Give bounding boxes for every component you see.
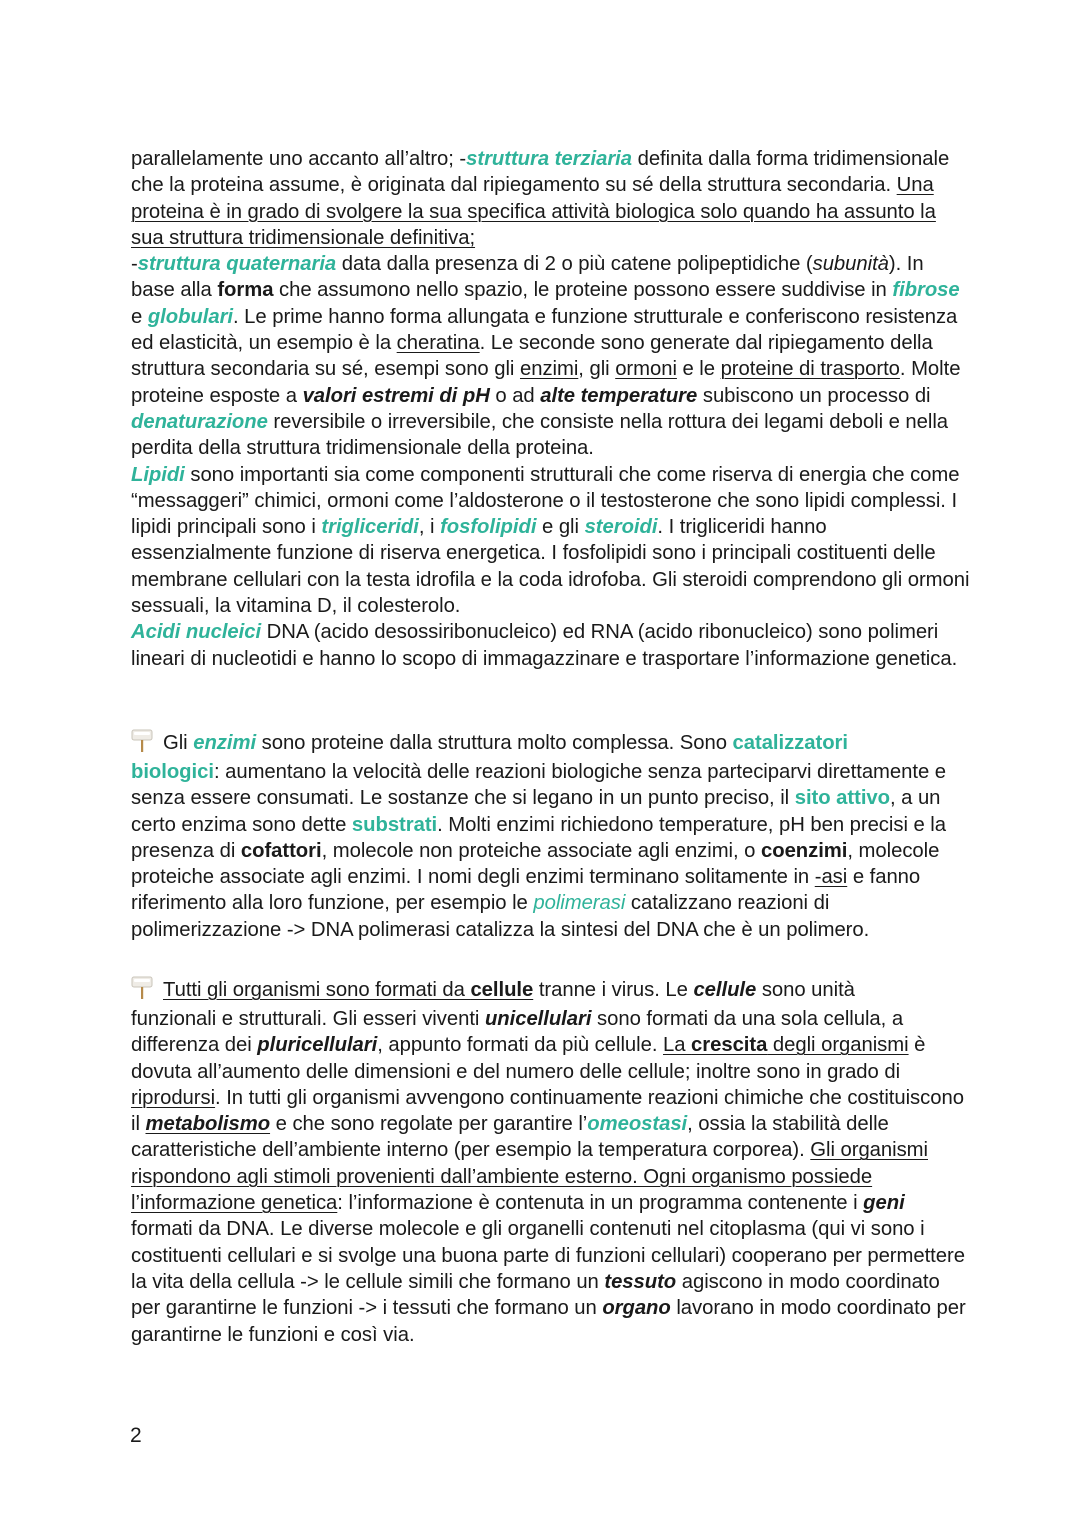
term-catalizzatori: catalizzatori (732, 732, 848, 754)
text-run: definita dalla forma tridimensionale che la proteina assume, è originata dal ripiegamento su sé della struttura secondaria. (131, 148, 950, 197)
text-run: reversibile o irreversibile, che consiste nella rottura dei legami deboli e nella perdita della struttura tridimensionale della proteina. (131, 410, 949, 460)
term-polimerasi: polimerasi (533, 892, 626, 915)
text-run: che assumono nello spazio, le proteine possono essere suddivise in (273, 279, 893, 302)
text-run: è dovuta all’aumento delle dimensioni e del numero delle cellule; inoltre sono in grado di (131, 1034, 926, 1083)
text-run: e le (676, 358, 721, 381)
underlined-statement: Una proteina è in grado di svolgere la sua specifica attività biologica solo quando ha assunto la sua struttura tridimensionale definitiva; (131, 174, 936, 249)
text-run: Gli (163, 732, 194, 754)
term-subunita: subunità (812, 253, 889, 276)
text-block-cellule (131, 974, 971, 1348)
text-run: subiscono un processo di (697, 384, 931, 407)
underlined-statement: Tutti gli organismi sono formati da (163, 979, 471, 1001)
text-run: e fanno riferimento alla loro funzione, per esempio le (131, 866, 921, 915)
underlined-statement: La (663, 1034, 692, 1057)
text-run: . In tutti gli organismi avvengono continuamente reazioni chimiche che costituiscono il (131, 1086, 964, 1136)
term-organo: organo (602, 1297, 671, 1320)
term-valori-estremi-ph: valori estremi di pH (302, 384, 490, 407)
term-riprodursi: riprodursi (131, 1086, 216, 1109)
text-run: . Le prime hanno forma allungata e funzione strutturale e conferiscono resistenza ed elasticità, un esempio è la (131, 305, 958, 355)
term-biologici: biologici (131, 761, 214, 783)
text-run: : l’informazione è contenuta in un programma contenente i (337, 1192, 864, 1215)
text-run: , gli (578, 358, 616, 381)
text-run: sono unità (756, 979, 855, 1001)
term-struttura-quaternaria: struttura quaternaria (137, 253, 337, 276)
text-run: data dalla presenza di 2 o più catene polipeptidiche ( (336, 253, 813, 276)
text-run: . Molte proteine esposte a (131, 358, 961, 407)
term-geni: geni (863, 1192, 905, 1215)
text-run: - (131, 253, 138, 276)
text-run: , appunto formati da più cellule. (377, 1034, 663, 1057)
term-ormoni: ormoni (615, 358, 677, 381)
text-run: e (131, 305, 148, 328)
term-omeostasi: omeostasi (587, 1113, 688, 1136)
term-sito-attivo: sito attivo (794, 787, 890, 810)
paragraph-cellule (131, 974, 971, 1348)
term-enzimi: enzimi (519, 358, 579, 381)
underlined-statement: degli organismi (767, 1034, 909, 1057)
text-run: , molecole proteiche associate agli enzimi. I nomi degli enzimi terminano solitamente in (131, 839, 940, 889)
text-run: o ad (489, 384, 541, 407)
term-denaturazione: denaturazione (131, 410, 268, 433)
text-run: sono formati da una sola cellula, a differenza dei (131, 1008, 904, 1057)
text-run: parallelamente uno accanto all’altro; - (131, 148, 467, 170)
page-number: 2 (130, 1424, 142, 1447)
text-run: , molecole non proteiche associate agli enzimi, o (321, 839, 761, 862)
term-cheratina: cheratina (396, 332, 480, 355)
term-tessuto: tessuto (604, 1270, 677, 1293)
text-run: . I trigliceridi hanno essenzialmente funzione di riserva energetica. I fosfolipidi sono i principali costituenti delle membrane cellulari con la testa idrofila e la coda idrofoba. Gli steroidi comprendono gli ormoni sessuali, la vitamina D, il colesterolo. (131, 516, 970, 618)
text-run: , a un certo enzima sono dette (131, 787, 941, 836)
term-trigliceridi: trigliceridi (321, 516, 419, 539)
term-unicellulari: unicellulari (484, 1008, 592, 1030)
term-steroidi: steroidi (584, 516, 658, 539)
term-globulari: globulari (147, 305, 234, 328)
term-proteine-di-trasporto: proteine di trasporto (720, 358, 900, 381)
text-run: formati da DNA. Le diverse molecole e gli organelli contenuti nel citoplasma (qui vi sono i costituenti cellulari e si svolge una buona parte di funzioni cellulari) cooperano per permettere la vita della cellula -> le cellule simili che formano un (131, 1218, 965, 1293)
term-asi: -asi (814, 866, 848, 889)
paragraph-enzimi (131, 727, 971, 943)
term-alte-temperature: alte temperature (540, 384, 698, 407)
text-run: : aumentano la velocità delle reazioni biologiche senza parteciparvi direttamente e senza essere consumati. Le sostanze che si legano in un punto preciso, il (131, 761, 946, 810)
term-cellule: cellule (470, 979, 534, 1001)
paragraph-lipidi (131, 462, 971, 620)
text-run: . Le seconde sono generate dal ripiegamento della struttura secondaria su sé, esempi sono gli (131, 332, 933, 381)
text-run: tranne i virus. Le (533, 979, 694, 1001)
text-block-enzimi (131, 727, 971, 943)
term-metabolismo: metabolismo (145, 1113, 271, 1136)
text-run: DNA (acido desossiribonucleico) ed RNA (acido ribonucleico) sono polimeri lineari di nucleotidi e hanno lo scopo di immagazzinare e trasportare l’informazione genetica. (131, 621, 958, 670)
text-run: lavorano in modo coordinato per garantirne le funzioni e così via. (131, 1297, 966, 1346)
term-fibrose: fibrose (892, 279, 960, 302)
paragraph-acidi-nucleici (131, 619, 971, 672)
text-run: funzionali e strutturali. Gli esseri viventi (131, 1008, 485, 1030)
text-run: e che sono regolate per garantire l’ (270, 1113, 588, 1136)
term-cellule: cellule (693, 979, 757, 1001)
text-run: catalizzano reazioni di polimerizzazione -> DNA polimerasi catalizza la sintesi del DNA che è un polimero. (131, 892, 870, 941)
paragraph-proteins (131, 146, 971, 462)
term-enzimi: enzimi (193, 732, 257, 754)
text-run: . Molti enzimi richiedono temperature, pH ben precisi e la presenza di (131, 813, 946, 862)
text-run: ). In base alla (131, 253, 924, 302)
text-run: , i (418, 516, 441, 539)
heading-acidi-nucleici: Acidi nucleici (131, 621, 262, 644)
underlined-statement: Gli organismi rispondono agli stimoli provenienti dall’ambiente esterno. Ogni organismo possiede l’informazione genetica (131, 1139, 928, 1215)
text-run: e gli (536, 516, 585, 539)
text-block-proteins-lipids-nucleic-acids (131, 146, 971, 672)
text-run: sono proteine dalla struttura molto complessa. Sono (256, 732, 733, 754)
text-run: , ossia la stabilità delle caratteristiche dell’ambiente interno (per esempio la temperatura corporea). (131, 1113, 889, 1162)
pushpin-icon (131, 729, 153, 753)
term-substrati: substrati (351, 813, 438, 836)
term-pluricellulari: pluricellulari (257, 1034, 378, 1057)
term-crescita: crescita (691, 1034, 768, 1057)
text-run: agiscono in modo coordinato per garantirne le funzioni -> i tessuti che formano un (131, 1270, 940, 1320)
term-struttura-terziaria: struttura terziaria (466, 148, 632, 170)
term-fosfolipidi: fosfolipidi (440, 516, 537, 539)
term-coenzimi: coenzimi (761, 839, 848, 862)
heading-lipidi: Lipidi (131, 463, 185, 486)
term-forma: forma (217, 279, 274, 302)
term-cofattori: cofattori (240, 839, 322, 862)
pushpin-icon (131, 976, 153, 1000)
text-run: sono importanti sia come componenti strutturali che come riserva di energia che come “messaggeri” chimici, ormoni come l’aldosterone o il testosterone che sono lipidi complessi. I lipidi principali sono i (131, 463, 960, 539)
